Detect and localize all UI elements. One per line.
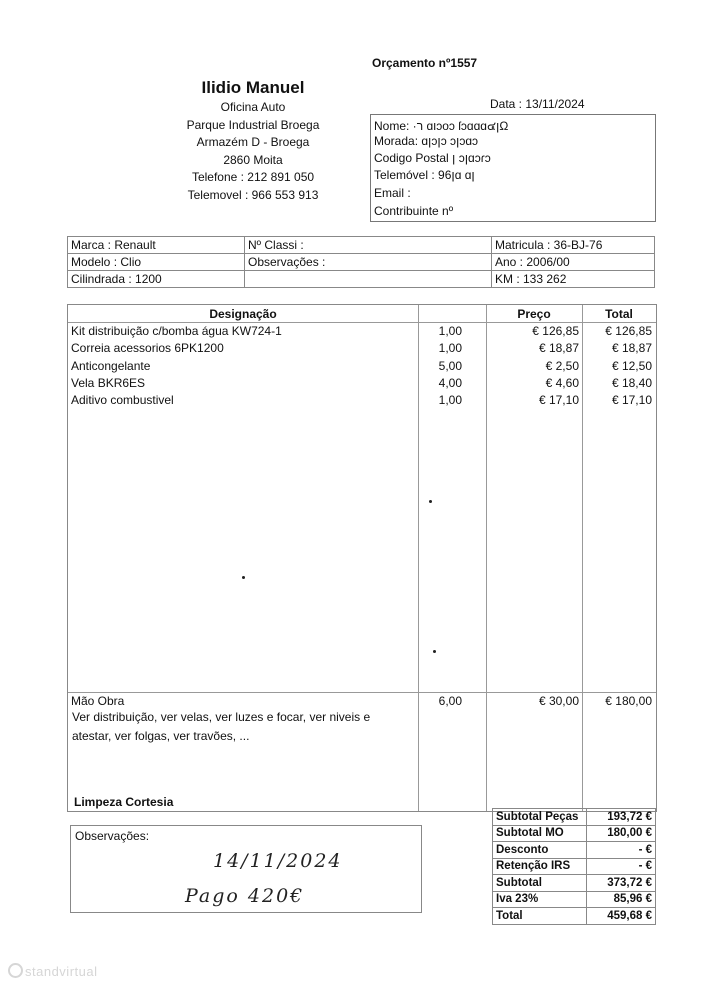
client-postal-code: Codigo Postal ꞁ ɔꞁɑɔɾɔ [374,151,491,165]
quote-date: Data : 13/11/2024 [490,97,585,111]
vehicle-model: Modelo : Clio [68,254,245,271]
labor-price: € 30,00 [538,694,579,708]
item-designation: Correia acessorios 6PK1200 [71,341,224,355]
table-row [68,376,656,393]
labor-designation: Mão Obra [71,694,125,708]
table-row [68,324,656,341]
totals-table [492,808,656,925]
company-line-2: Parque Industrial Broega [186,117,320,132]
item-qty: 1,00 [438,341,462,355]
client-address: Morada: ɑꞁɔꞁɔ ɔꞁɔɑɔ [374,134,479,148]
company-mobile: Telemovel : 966 553 913 [187,187,319,202]
item-total: € 12,50 [611,359,652,373]
scan-dot [429,500,432,503]
vehicle-table [67,236,655,288]
col-header-price: Preço [517,307,551,321]
handwritten-date: 14/11/2024 [213,850,343,872]
header-divider [68,322,656,323]
vehicle-km: KM : 133 262 [492,271,655,288]
handwritten-note: Pago 420€ [185,885,305,907]
totals-label: Subtotal [493,875,587,892]
item-qty: 4,00 [438,376,462,390]
client-email: Email : [374,186,411,200]
item-total: € 18,87 [611,341,652,355]
totals-row [493,809,656,826]
vehicle-plate: Matricula : 36-BJ-76 [492,237,655,254]
client-mobile: Telemóvel : 96ꞁɑ ɑꞁ [374,168,475,182]
scan-dot [242,576,245,579]
totals-value: 180,00 € [587,825,656,842]
item-qty: 5,00 [438,359,462,373]
totals-row [493,858,656,875]
courtesy-note: Limpeza Cortesia [74,795,174,809]
client-tax-number: Contribuinte nº [374,204,454,218]
totals-label: Subtotal MO [493,825,587,842]
watermark [8,963,97,979]
company-phone: Telefone : 212 891 050 [191,170,315,184]
client-box [370,114,656,222]
totals-label: Retenção IRS [493,858,587,875]
col-header-total: Total [605,307,633,321]
vehicle-class: Nº Classi : [245,237,492,254]
watermark-text: standvirtual [25,964,98,979]
company-line-1: Oficina Auto [220,100,286,114]
totals-value: 459,68 € [587,908,656,925]
totals-label: Subtotal Peças [493,809,587,826]
company-name: Ilidio Manuel [201,78,305,97]
item-qty: 1,00 [438,324,462,338]
item-designation: Kit distribuição c/bomba água KW724-1 [71,324,282,338]
item-qty: 1,00 [438,393,462,407]
observations-box [70,825,422,913]
scan-dot [433,650,436,653]
company-line-3: Armazém D - Broega [196,135,310,149]
labor-description: Ver distribuição, ver velas, ver luzes e focar, ver niveis e atestar, ver folgas, ver travões, ... [72,710,371,743]
item-total: € 126,85 [605,324,652,338]
totals-value: 193,72 € [587,809,656,826]
col-header-designation: Designação [209,307,277,321]
totals-row [493,875,656,892]
company-line-4: 2860 Moita [223,152,283,167]
totals-row [493,891,656,908]
item-price: € 4,60 [545,376,579,390]
item-designation: Anticongelante [71,359,151,373]
vehicle-notes: Observações : [245,254,492,271]
item-total: € 17,10 [611,393,652,407]
item-price: € 2,50 [545,359,579,373]
labor-divider [68,692,656,693]
vehicle-brand: Marca : Renault [68,237,245,254]
table-row [68,393,656,410]
item-total: € 18,40 [611,376,652,390]
client-name: Nome: ·ר ɑוɔoɔ ſɔɑɑɑ๔ꞁΩ [374,119,509,133]
totals-value: - € [587,842,656,859]
item-price: € 18,87 [538,341,579,355]
labor-qty: 6,00 [438,694,462,708]
observations-label: Observações: [75,829,150,843]
logo-icon [8,963,23,978]
table-row [68,341,656,358]
vehicle-displacement: Cilindrada : 1200 [68,271,245,288]
totals-label: Iva 23% [493,891,587,908]
item-designation: Vela BKR6ES [71,376,146,390]
vehicle-year: Ano : 2006/00 [492,254,655,271]
quote-number: Orçamento nº1557 [372,56,478,70]
vehicle-empty-cell [245,271,492,288]
totals-value: 85,96 € [587,891,656,908]
totals-label: Total [493,908,587,925]
totals-value: 373,72 € [587,875,656,892]
item-price: € 126,85 [532,324,579,338]
table-row [68,359,656,376]
item-designation: Aditivo combustivel [71,393,174,407]
totals-label: Desconto [493,842,587,859]
totals-value: - € [587,858,656,875]
company-block [168,76,338,204]
totals-row [493,842,656,859]
labor-total: € 180,00 [605,694,652,708]
item-price: € 17,10 [538,393,579,407]
items-table [67,304,657,812]
totals-row [493,908,656,925]
totals-row [493,825,656,842]
